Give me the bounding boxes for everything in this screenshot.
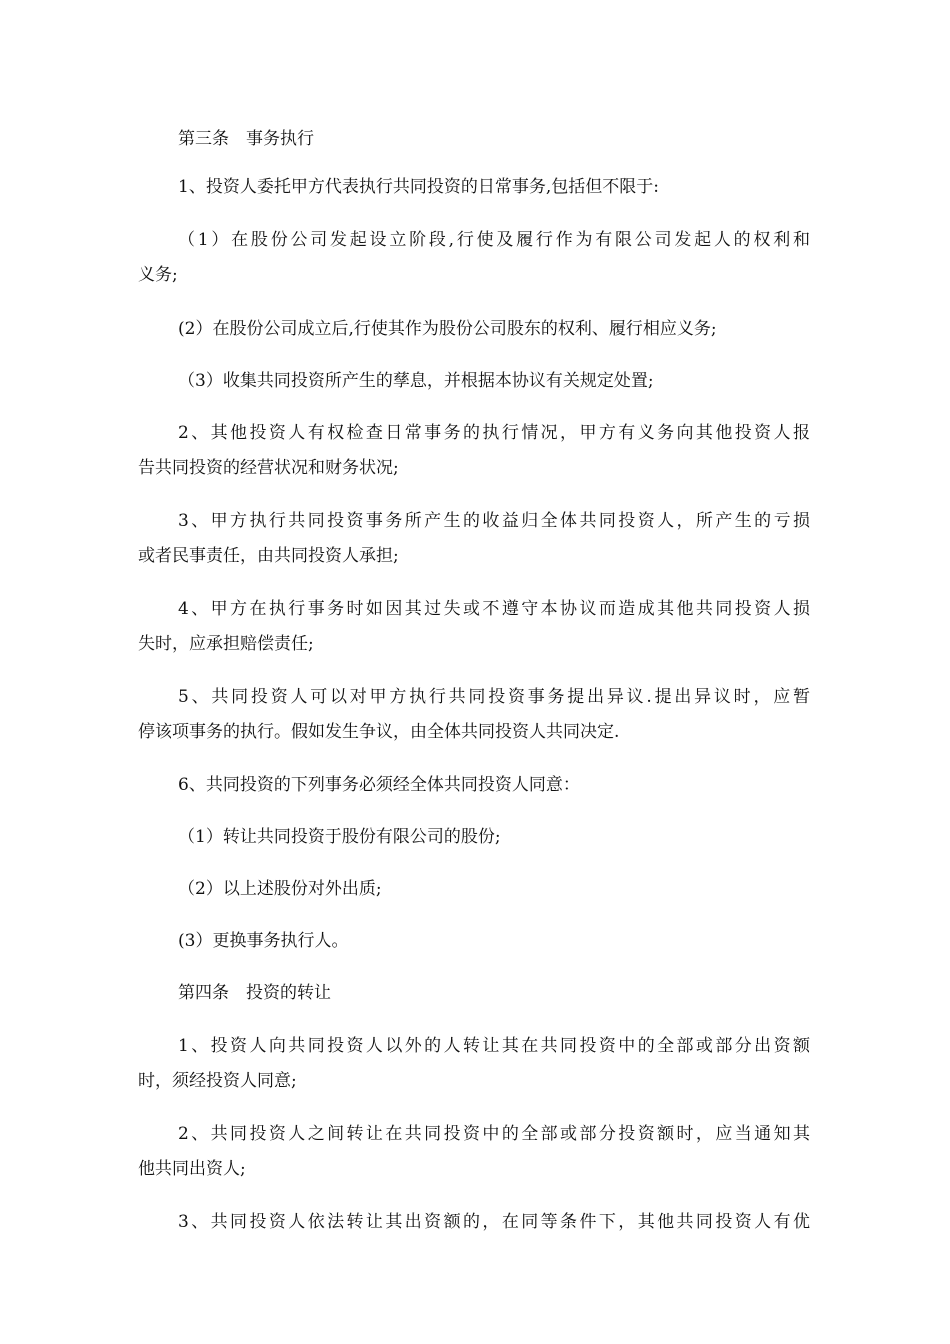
section-heading-4: 第四条 投资的转让 xyxy=(178,983,331,1003)
paragraph-line: 4、甲方在执行事务时如因其过失或不遵守本协议而造成其他共同投资人损 xyxy=(178,599,810,619)
paragraph-line: 1、投资人委托甲方代表执行共同投资的日常事务,包括但不限于: xyxy=(178,177,659,197)
paragraph-line: 3、甲方执行共同投资事务所产生的收益归全体共同投资人，所产生的亏损 xyxy=(178,511,810,531)
paragraph-line: 停该项事务的执行。假如发生争议，由全体共同投资人共同决定. xyxy=(138,722,620,742)
paragraph-line: （3）收集共同投资所产生的孳息，并根据本协议有关规定处置; xyxy=(178,371,654,391)
paragraph-line: (3）更换事务执行人。 xyxy=(178,931,349,951)
paragraph-line: 2、其他投资人有权检查日常事务的执行情况，甲方有义务向其他投资人报 xyxy=(178,423,810,443)
paragraph-line: （1）转让共同投资于股份有限公司的股份; xyxy=(178,827,501,847)
paragraph-line: 告共同投资的经营状况和财务状况; xyxy=(138,458,399,478)
paragraph-line: （1）在股份公司发起设立阶段,行使及履行作为有限公司发起人的权利和 xyxy=(178,230,810,250)
paragraph-line: 或者民事责任，由共同投资人承担; xyxy=(138,546,399,566)
paragraph-line: 失时，应承担赔偿责任; xyxy=(138,634,314,654)
section-heading-3: 第三条 事务执行 xyxy=(178,129,314,149)
paragraph-line: 他共同出资人; xyxy=(138,1159,246,1179)
paragraph-line: 1、投资人向共同投资人以外的人转让其在共同投资中的全部或部分出资额 xyxy=(178,1036,810,1056)
paragraph-line: 3、共同投资人依法转让其出资额的，在同等条件下，其他共同投资人有优 xyxy=(178,1212,810,1232)
paragraph-line: （2）以上述股份对外出质; xyxy=(178,879,382,899)
paragraph-line: 义务; xyxy=(138,265,178,285)
paragraph-line: 5、共同投资人可以对甲方执行共同投资事务提出异议.提出异议时，应暂 xyxy=(178,687,810,707)
paragraph-line: 2、共同投资人之间转让在共同投资中的全部或部分投资额时，应当通知其 xyxy=(178,1124,810,1144)
paragraph-line: 时，须经投资人同意; xyxy=(138,1071,297,1091)
paragraph-line: 6、共同投资的下列事务必须经全体共同投资人同意： xyxy=(178,775,580,795)
paragraph-line: (2）在股份公司成立后,行使其作为股份公司股东的权利、履行相应义务; xyxy=(178,319,717,339)
